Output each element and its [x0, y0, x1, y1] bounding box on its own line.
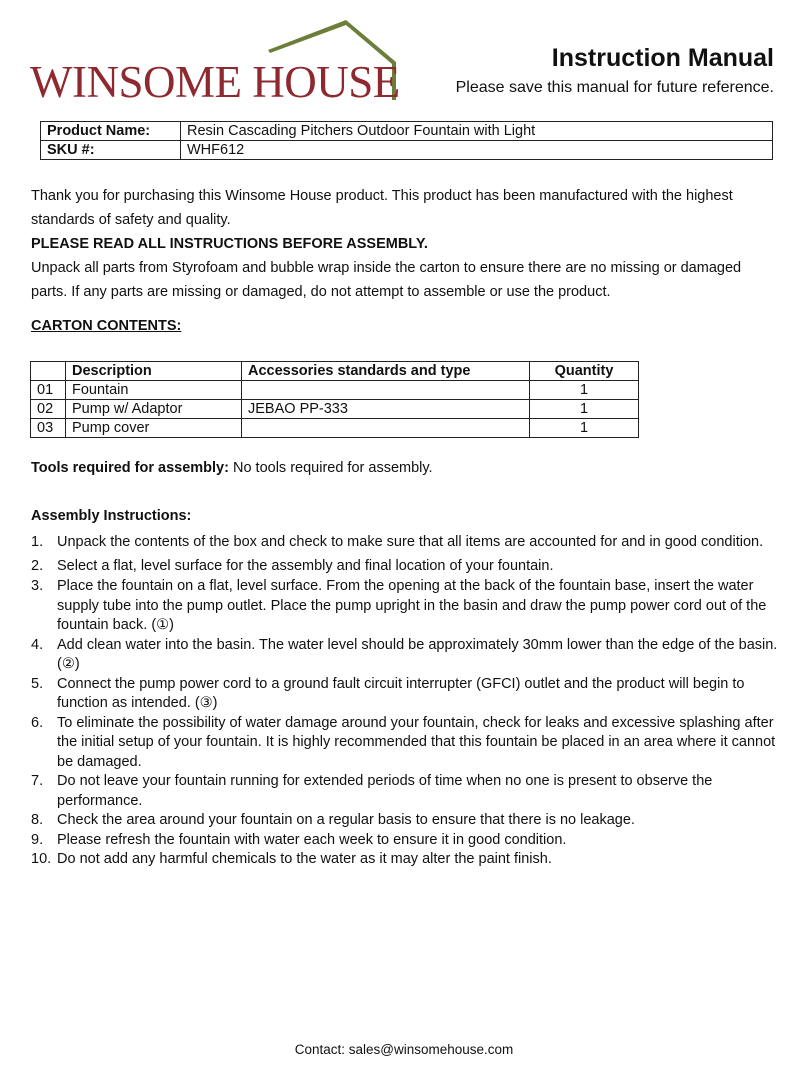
table-header-row — [31, 362, 639, 381]
step-text: Check the area around your fountain on a regular basis to ensure that there is no leakage. — [57, 812, 635, 828]
carton-contents-table — [30, 361, 639, 438]
list-item — [31, 850, 778, 870]
page-subtitle: Please save this manual for future reference. — [455, 79, 774, 96]
step-number: 8. — [31, 812, 44, 828]
step-number: 3. — [31, 578, 44, 594]
item-quantity: 1 — [530, 400, 639, 419]
column-header: Accessories standards and type — [242, 362, 530, 381]
item-description: Pump w/ Adaptor — [66, 400, 242, 419]
item-accessories: JEBAO PP-333 — [242, 400, 530, 419]
step-text: Connect the pump power cord to a ground fault circuit interrupter (GFCI) outlet and the product will begin to function as intended. (③) — [57, 675, 745, 711]
intro-section — [31, 184, 774, 304]
brand-logo — [28, 16, 408, 107]
column-header — [31, 362, 66, 381]
table-row — [31, 400, 639, 419]
table-row — [31, 381, 639, 400]
step-number: 5. — [31, 675, 44, 692]
list-item — [31, 675, 778, 714]
item-number: 02 — [31, 400, 66, 419]
table-row — [41, 122, 773, 141]
item-quantity: 1 — [530, 419, 639, 438]
step-number: 6. — [31, 714, 44, 731]
item-accessories — [242, 381, 530, 400]
item-description: Pump cover — [66, 419, 242, 438]
column-header: Description — [66, 362, 242, 381]
item-accessories — [242, 419, 530, 438]
contact-footer: Contact: sales@winsomehouse.com — [294, 1042, 514, 1057]
product-name-value: Resin Cascading Pitchers Outdoor Fountain with Light — [181, 122, 773, 141]
step-number: 10. — [31, 851, 52, 867]
step-text: Unpack the contents of the box and check to make sure that all items are accounted for and in good condition. — [57, 534, 764, 550]
step-text: Do not leave your fountain running for extended periods of time when no one is present to observe the performance. — [57, 773, 713, 809]
table-row — [41, 141, 773, 160]
step-number: 4. — [31, 636, 44, 653]
step-number: 9. — [31, 831, 44, 848]
read-instructions-notice: PLEASE READ ALL INSTRUCTIONS BEFORE ASSEMBLY. — [31, 236, 428, 252]
list-item — [31, 555, 778, 577]
step-text: Place the fountain on a flat, level surface. From the opening at the back of the fountain base, insert the water supply tube into the pump outlet. Place the pump upright in the basin and draw the pump power cord out of the fountain back. (①) — [57, 578, 767, 633]
item-number: 03 — [31, 419, 66, 438]
step-number: 1. — [31, 534, 44, 550]
column-header: Quantity — [530, 362, 639, 381]
list-item — [31, 772, 778, 811]
list-item — [31, 831, 778, 851]
step-text: To eliminate the possibility of water damage around your fountain, check for leaks and excessive splashing after the initial setup of your fountain. It is highly recommended that this fountain be placed in an area where it cannot be damaged. — [57, 714, 776, 770]
assembly-steps-list — [31, 530, 778, 870]
carton-contents-heading: CARTON CONTENTS: — [31, 318, 182, 334]
intro-paragraph: Thank you for purchasing this Winsome House product. This product has been manufactured with the highest standards of safety and quality. — [31, 188, 733, 228]
assembly-heading: Assembly Instructions: — [31, 508, 192, 524]
table-row — [31, 419, 639, 438]
step-number: 2. — [31, 558, 44, 574]
unpack-paragraph: Unpack all parts from Styrofoam and bubble wrap inside the carton to ensure there are no missing or damaged parts. If any parts are missing or damaged, do not attempt to assemble or use the product. — [31, 260, 742, 300]
page-title: Instruction Manual — [551, 44, 774, 72]
step-number: 7. — [31, 773, 44, 789]
item-number: 01 — [31, 381, 66, 400]
step-text: Do not add any harmful chemicals to the water as it may alter the paint finish. — [57, 851, 552, 867]
item-description: Fountain — [66, 381, 242, 400]
tools-label: Tools required for assembly: — [31, 460, 229, 476]
logo-wordmark: WINSOME HOUSE — [30, 57, 400, 107]
list-item — [31, 577, 778, 636]
step-text: Please refresh the fountain with water each week to ensure it in good condition. — [57, 831, 567, 848]
tools-text: No tools required for assembly. — [228, 460, 433, 476]
item-quantity: 1 — [530, 381, 639, 400]
list-item — [31, 636, 778, 675]
product-name-label: Product Name: — [41, 122, 181, 141]
list-item — [31, 530, 778, 555]
step-text: Select a flat, level surface for the assembly and final location of your fountain. — [57, 558, 554, 574]
sku-label: SKU #: — [41, 141, 181, 160]
step-text: Add clean water into the basin. The water level should be approximately 30mm lower than the edge of the basin. (②) — [57, 636, 778, 672]
product-info-table — [40, 121, 773, 160]
list-item — [31, 714, 778, 773]
list-item — [31, 811, 778, 831]
tools-required — [31, 460, 433, 476]
sku-value: WHF612 — [181, 141, 773, 160]
